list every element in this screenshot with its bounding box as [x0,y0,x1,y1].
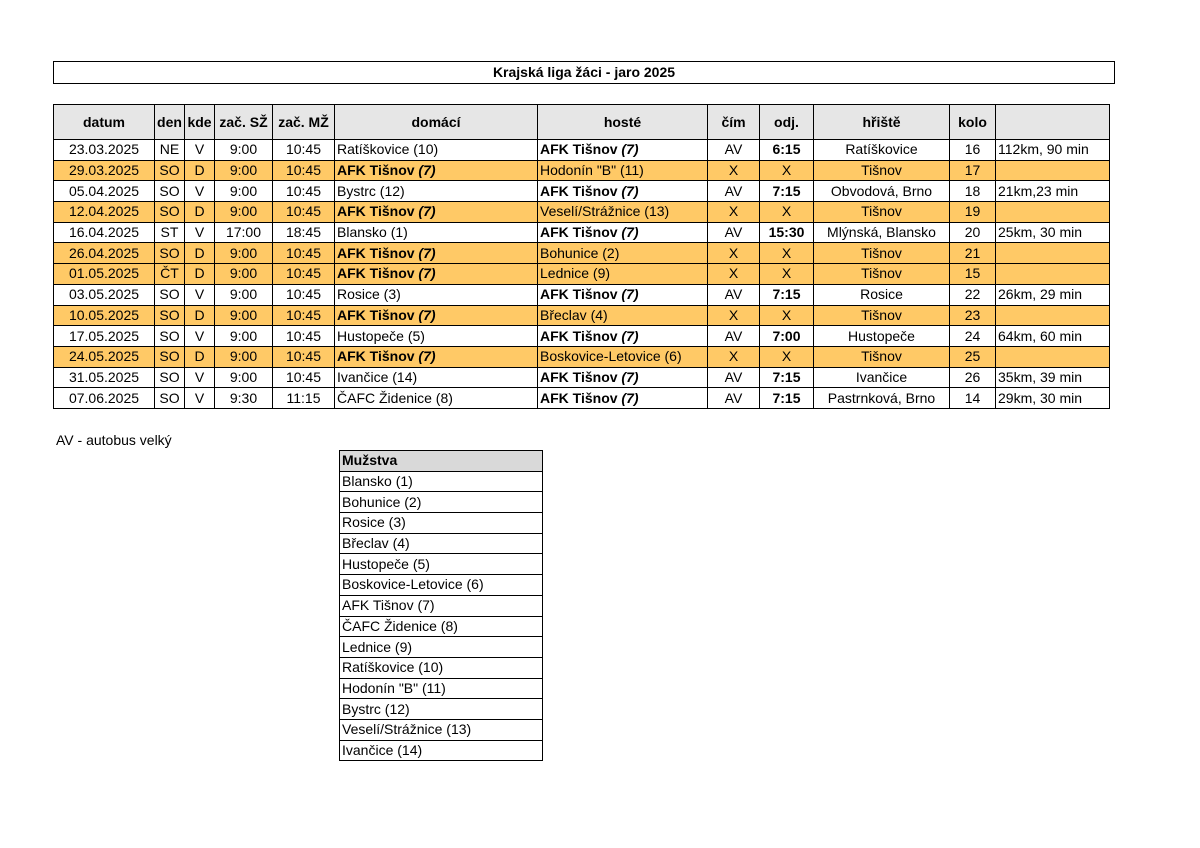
departure-cell: 7:15 [760,284,814,305]
venue-type-cell: V [185,367,215,388]
venue-type-cell: D [185,346,215,367]
team-name: AFK Tišnov [540,141,618,158]
departure-cell: X [760,243,814,264]
round-cell: 23 [950,305,996,326]
home-team-cell: Ivančice (14) [335,367,538,388]
venue-type-cell: D [185,264,215,285]
column-header: kolo [950,105,996,140]
away-team-cell [538,367,708,388]
day-cell: SO [155,160,185,181]
round-cell: 16 [950,140,996,161]
list-item [340,554,543,575]
away-team-cell [538,181,708,202]
day-cell: SO [155,284,185,305]
team-rank: (7) [621,224,639,241]
note-cell: 25km, 30 min [996,222,1110,243]
departure-cell: 7:15 [760,388,814,409]
departure-cell: 6:15 [760,140,814,161]
transport-cell: AV [708,222,760,243]
pitch-cell: Obvodová, Brno [814,181,950,202]
team-rank: (7) [621,389,639,406]
teams-table [339,450,543,761]
column-header: zač. SŽ [215,105,273,140]
pitch-cell: Rosice [814,284,950,305]
schedule-table [53,104,1110,409]
round-cell: 19 [950,202,996,223]
away-team-cell: Břeclav (4) [538,305,708,326]
list-item [340,637,543,658]
team-entry: Ratíškovice (10) [340,657,543,678]
round-cell: 17 [950,160,996,181]
venue-type-cell: D [185,243,215,264]
start-mz-cell: 10:45 [273,305,335,326]
list-item [340,657,543,678]
away-team-cell: Veselí/Strážnice (13) [538,202,708,223]
start-mz-cell: 10:45 [273,284,335,305]
table-row [54,264,1110,285]
start-sz-cell: 9:00 [215,346,273,367]
note-cell: 112km, 90 min [996,140,1110,161]
date-cell: 01.05.2025 [54,264,155,285]
venue-type-cell: V [185,326,215,347]
team-entry: Blansko (1) [340,471,543,492]
list-item [340,616,543,637]
round-cell: 26 [950,367,996,388]
venue-type-cell: D [185,202,215,223]
note-cell [996,346,1110,367]
column-header: domácí [335,105,538,140]
start-sz-cell: 17:00 [215,222,273,243]
team-entry: Ivančice (14) [340,740,543,761]
teams-header: Mužstva [340,451,543,472]
venue-type-cell: V [185,181,215,202]
date-cell: 10.05.2025 [54,305,155,326]
home-team-cell [335,264,538,285]
home-team-cell: Hustopeče (5) [335,326,538,347]
team-entry: Boskovice-Letovice (6) [340,575,543,596]
table-row [54,160,1110,181]
home-team-cell [335,202,538,223]
team-entry: Bohunice (2) [340,492,543,513]
column-header: odj. [760,105,814,140]
team-name: AFK Tišnov [540,368,618,385]
column-header: kde [185,105,215,140]
start-sz-cell: 9:00 [215,284,273,305]
day-cell: SO [155,346,185,367]
start-sz-cell: 9:00 [215,140,273,161]
start-sz-cell: 9:00 [215,202,273,223]
departure-cell: X [760,305,814,326]
date-cell: 07.06.2025 [54,388,155,409]
team-rank: (7) [418,203,436,220]
start-mz-cell: 10:45 [273,181,335,202]
departure-cell: 7:15 [760,367,814,388]
away-team-cell [538,284,708,305]
pitch-cell: Tišnov [814,346,950,367]
round-cell: 24 [950,326,996,347]
table-row [54,181,1110,202]
team-rank: (7) [621,368,639,385]
transport-cell: X [708,264,760,285]
team-entry: Bystrc (12) [340,699,543,720]
start-sz-cell: 9:30 [215,388,273,409]
note-cell [996,243,1110,264]
day-cell: ST [155,222,185,243]
table-row [54,284,1110,305]
team-rank: (7) [621,182,639,199]
pitch-cell: Tišnov [814,202,950,223]
date-cell: 26.04.2025 [54,243,155,264]
team-entry: Hustopeče (5) [340,554,543,575]
departure-cell: 7:00 [760,326,814,347]
transport-cell: X [708,202,760,223]
team-rank: (7) [621,286,639,303]
team-rank: (7) [418,348,436,365]
date-cell: 17.05.2025 [54,326,155,347]
table-row [54,222,1110,243]
list-item [340,513,543,534]
start-mz-cell: 10:45 [273,346,335,367]
note-cell [996,202,1110,223]
day-cell: SO [155,243,185,264]
list-item [340,719,543,740]
team-name: AFK Tišnov [337,306,415,323]
pitch-cell: Ratíškovice [814,140,950,161]
team-entry: Veselí/Strážnice (13) [340,719,543,740]
home-team-cell [335,243,538,264]
note-cell: 21km,23 min [996,181,1110,202]
list-item [340,595,543,616]
start-mz-cell: 10:45 [273,326,335,347]
away-team-cell [538,326,708,347]
team-name: AFK Tišnov [540,286,618,303]
table-row [54,326,1110,347]
away-team-cell: Bohunice (2) [538,243,708,264]
start-mz-cell: 10:45 [273,367,335,388]
round-cell: 18 [950,181,996,202]
table-row [54,140,1110,161]
table-row [54,346,1110,367]
list-item [340,533,543,554]
list-item [340,575,543,596]
team-name: AFK Tišnov [540,327,618,344]
start-sz-cell: 9:00 [215,264,273,285]
home-team-cell: Ratíškovice (10) [335,140,538,161]
pitch-cell: Tišnov [814,264,950,285]
transport-cell: AV [708,284,760,305]
column-header: den [155,105,185,140]
venue-type-cell: V [185,222,215,243]
round-cell: 20 [950,222,996,243]
day-cell: SO [155,202,185,223]
start-mz-cell: 10:45 [273,160,335,181]
note-cell: 35km, 39 min [996,367,1110,388]
note-cell [996,160,1110,181]
away-team-cell [538,222,708,243]
home-team-cell [335,305,538,326]
column-header: datum [54,105,155,140]
column-header: zač. MŽ [273,105,335,140]
round-cell: 25 [950,346,996,367]
column-header: hosté [538,105,708,140]
team-rank: (7) [621,141,639,158]
transport-cell: X [708,305,760,326]
date-cell: 03.05.2025 [54,284,155,305]
team-rank: (7) [418,306,436,323]
team-name: AFK Tišnov [337,265,415,282]
column-header: hřiště [814,105,950,140]
team-entry: AFK Tišnov (7) [340,595,543,616]
team-rank: (7) [418,265,436,282]
pitch-cell: Mlýnská, Blansko [814,222,950,243]
transport-cell: AV [708,140,760,161]
pitch-cell: Ivančice [814,367,950,388]
home-team-cell: Bystrc (12) [335,181,538,202]
table-row [54,202,1110,223]
start-mz-cell: 10:45 [273,202,335,223]
team-name: AFK Tišnov [337,348,415,365]
team-entry: ČAFC Židenice (8) [340,616,543,637]
schedule-header-row [54,105,1110,140]
legend-text: AV - autobus velký [56,432,172,448]
venue-type-cell: V [185,140,215,161]
start-mz-cell: 11:15 [273,388,335,409]
note-cell: 64km, 60 min [996,326,1110,347]
transport-cell: AV [708,326,760,347]
round-cell: 14 [950,388,996,409]
day-cell: SO [155,181,185,202]
team-rank: (7) [418,162,436,179]
departure-cell: X [760,264,814,285]
departure-cell: X [760,346,814,367]
date-cell: 16.04.2025 [54,222,155,243]
start-sz-cell: 9:00 [215,243,273,264]
team-entry: Břeclav (4) [340,533,543,554]
date-cell: 24.05.2025 [54,346,155,367]
departure-cell: 7:15 [760,181,814,202]
date-cell: 05.04.2025 [54,181,155,202]
venue-type-cell: V [185,388,215,409]
team-name: AFK Tišnov [337,203,415,220]
start-mz-cell: 10:45 [273,264,335,285]
note-cell: 26km, 29 min [996,284,1110,305]
start-sz-cell: 9:00 [215,305,273,326]
day-cell: SO [155,326,185,347]
pitch-cell: Pastrnková, Brno [814,388,950,409]
day-cell: SO [155,305,185,326]
transport-cell: AV [708,367,760,388]
round-cell: 15 [950,264,996,285]
list-item [340,740,543,761]
note-cell: 29km, 30 min [996,388,1110,409]
team-entry: Hodonín "B" (11) [340,678,543,699]
team-name: AFK Tišnov [337,244,415,261]
team-rank: (7) [621,327,639,344]
away-team-cell [538,140,708,161]
start-mz-cell: 18:45 [273,222,335,243]
team-name: AFK Tišnov [540,182,618,199]
note-cell [996,305,1110,326]
team-rank: (7) [418,244,436,261]
start-mz-cell: 10:45 [273,140,335,161]
pitch-cell: Tišnov [814,305,950,326]
start-sz-cell: 9:00 [215,367,273,388]
start-sz-cell: 9:00 [215,181,273,202]
column-header: čím [708,105,760,140]
home-team-cell [335,346,538,367]
team-entry: Rosice (3) [340,513,543,534]
venue-type-cell: V [185,284,215,305]
home-team-cell: ČAFC Židenice (8) [335,388,538,409]
table-row [54,243,1110,264]
round-cell: 21 [950,243,996,264]
list-item [340,678,543,699]
pitch-cell: Hustopeče [814,326,950,347]
day-cell: SO [155,388,185,409]
team-name: AFK Tišnov [540,389,618,406]
page-title: Krajská liga žáci - jaro 2025 [53,61,1115,84]
team-entry: Lednice (9) [340,637,543,658]
start-sz-cell: 9:00 [215,160,273,181]
pitch-cell: Tišnov [814,160,950,181]
home-team-cell: Blansko (1) [335,222,538,243]
day-cell: SO [155,367,185,388]
transport-cell: AV [708,181,760,202]
away-team-cell: Lednice (9) [538,264,708,285]
home-team-cell [335,160,538,181]
transport-cell: X [708,160,760,181]
list-item [340,699,543,720]
away-team-cell: Hodonín "B" (11) [538,160,708,181]
note-cell [996,264,1110,285]
pitch-cell: Tišnov [814,243,950,264]
date-cell: 23.03.2025 [54,140,155,161]
day-cell: ČT [155,264,185,285]
home-team-cell: Rosice (3) [335,284,538,305]
list-item [340,492,543,513]
list-item [340,471,543,492]
day-cell: NE [155,140,185,161]
venue-type-cell: D [185,305,215,326]
departure-cell: 15:30 [760,222,814,243]
table-row [54,388,1110,409]
table-row [54,305,1110,326]
date-cell: 12.04.2025 [54,202,155,223]
table-row [54,367,1110,388]
team-name: AFK Tišnov [337,162,415,179]
date-cell: 29.03.2025 [54,160,155,181]
date-cell: 31.05.2025 [54,367,155,388]
venue-type-cell: D [185,160,215,181]
start-mz-cell: 10:45 [273,243,335,264]
transport-cell: X [708,243,760,264]
team-name: AFK Tišnov [540,224,618,241]
column-header [996,105,1110,140]
start-sz-cell: 9:00 [215,326,273,347]
transport-cell: X [708,346,760,367]
transport-cell: AV [708,388,760,409]
departure-cell: X [760,202,814,223]
away-team-cell: Boskovice-Letovice (6) [538,346,708,367]
departure-cell: X [760,160,814,181]
away-team-cell [538,388,708,409]
round-cell: 22 [950,284,996,305]
